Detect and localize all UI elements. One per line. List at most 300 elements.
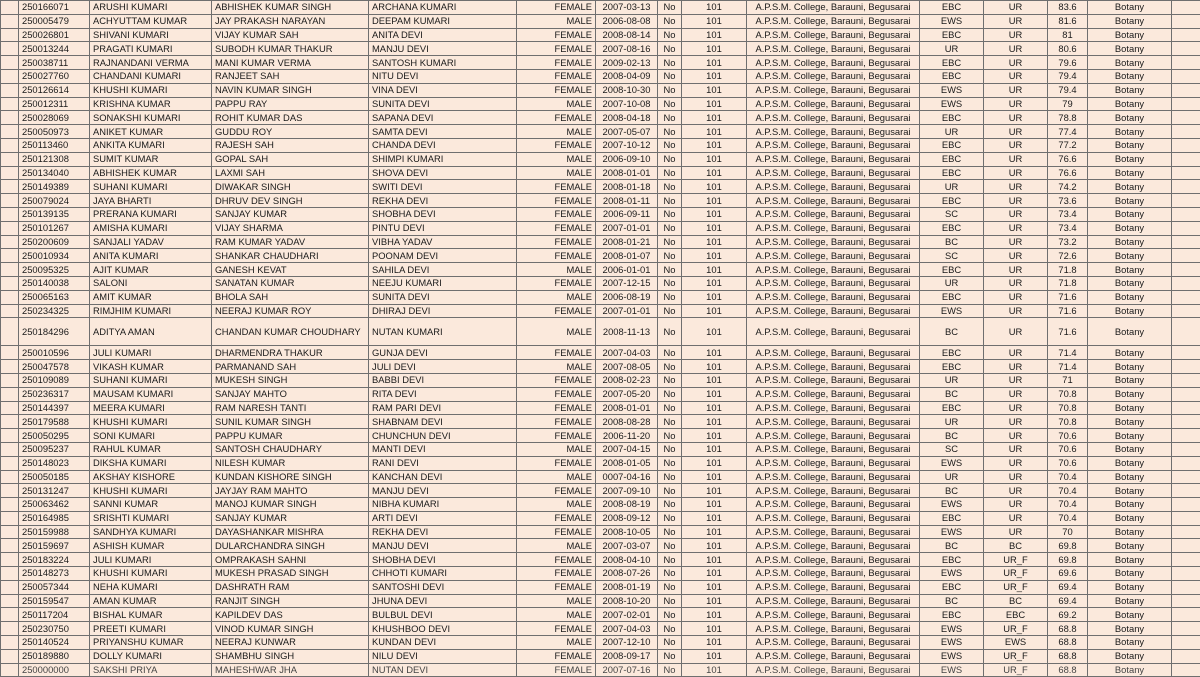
subject-cell: Botany: [1088, 221, 1172, 235]
table-row: [1, 484, 1200, 498]
allotted-category-cell: UR: [984, 304, 1048, 318]
flag-cell: No: [658, 539, 682, 553]
student-name-cell: SONI KUMARI: [90, 429, 212, 443]
student-name-cell: SUHANI KUMARI: [90, 373, 212, 387]
college-name-cell: A.P.S.M. College, Barauni, Begusarai: [747, 470, 920, 484]
subject-cell: Botany: [1088, 318, 1172, 346]
row-gutter-cell: [1, 1, 19, 15]
mother-name-cell: SHOBHA DEVI: [369, 553, 517, 567]
college-name-cell: A.P.S.M. College, Barauni, Begusarai: [747, 539, 920, 553]
gender-cell: FEMALE: [517, 207, 596, 221]
row-gutter-cell: [1, 373, 19, 387]
code-cell: 101: [682, 318, 747, 346]
row-trailing-cell: [1172, 138, 1200, 152]
student-name-cell: DIKSHA KUMARI: [90, 456, 212, 470]
gender-cell: FEMALE: [517, 28, 596, 42]
father-name-cell: JAYJAY RAM MAHTO: [212, 484, 369, 498]
marks-cell: 70.6: [1048, 442, 1088, 456]
row-gutter-cell: [1, 387, 19, 401]
roll-no-cell: 250013244: [19, 42, 90, 56]
mother-name-cell: NUTAN DEVI: [369, 663, 517, 677]
allotted-category-cell: UR_F: [984, 649, 1048, 663]
marks-cell: 69.8: [1048, 553, 1088, 567]
father-name-cell: KUNDAN KISHORE SINGH: [212, 470, 369, 484]
father-name-cell: SANTOSH CHAUDHARY: [212, 442, 369, 456]
marks-cell: 71.8: [1048, 276, 1088, 290]
allotted-category-cell: UR: [984, 111, 1048, 125]
father-name-cell: RAJESH SAH: [212, 138, 369, 152]
code-cell: 101: [682, 636, 747, 650]
row-trailing-cell: [1172, 387, 1200, 401]
caste-category-cell: EBC: [920, 346, 984, 360]
marks-cell: 76.6: [1048, 166, 1088, 180]
date-of-birth-cell: 2007-04-15: [596, 442, 658, 456]
roll-no-cell: 250047578: [19, 360, 90, 374]
row-gutter-cell: [1, 97, 19, 111]
row-gutter-cell: [1, 442, 19, 456]
marks-cell: 70.4: [1048, 470, 1088, 484]
marks-cell: 72.6: [1048, 249, 1088, 263]
roll-no-cell: 250236317: [19, 387, 90, 401]
father-name-cell: GANESH KEVAT: [212, 263, 369, 277]
table-row: [1, 580, 1200, 594]
allotted-category-cell: UR: [984, 511, 1048, 525]
college-name-cell: A.P.S.M. College, Barauni, Begusarai: [747, 401, 920, 415]
roll-no-cell: 250159988: [19, 525, 90, 539]
college-name-cell: A.P.S.M. College, Barauni, Begusarai: [747, 69, 920, 83]
table-row: [1, 235, 1200, 249]
gender-cell: FEMALE: [517, 304, 596, 318]
student-name-cell: RIMJHIM KUMARI: [90, 304, 212, 318]
father-name-cell: SHAMBHU SINGH: [212, 649, 369, 663]
college-name-cell: A.P.S.M. College, Barauni, Begusarai: [747, 553, 920, 567]
allotted-category-cell: UR: [984, 290, 1048, 304]
father-name-cell: NAVIN KUMAR SINGH: [212, 83, 369, 97]
flag-cell: No: [658, 221, 682, 235]
college-name-cell: A.P.S.M. College, Barauni, Begusarai: [747, 14, 920, 28]
gender-cell: FEMALE: [517, 511, 596, 525]
table-row: [1, 636, 1200, 650]
table-row: [1, 83, 1200, 97]
student-name-cell: ANKITA KUMARI: [90, 138, 212, 152]
father-name-cell: DAYASHANKAR MISHRA: [212, 525, 369, 539]
row-gutter-cell: [1, 525, 19, 539]
marks-cell: 69.8: [1048, 539, 1088, 553]
roll-no-cell: 250000000: [19, 663, 90, 677]
mother-name-cell: SAHILA DEVI: [369, 263, 517, 277]
college-name-cell: A.P.S.M. College, Barauni, Begusarai: [747, 373, 920, 387]
allotted-category-cell: UR: [984, 498, 1048, 512]
college-name-cell: A.P.S.M. College, Barauni, Begusarai: [747, 290, 920, 304]
student-name-cell: MEERA KUMARI: [90, 401, 212, 415]
code-cell: 101: [682, 525, 747, 539]
row-gutter-cell: [1, 304, 19, 318]
college-name-cell: A.P.S.M. College, Barauni, Begusarai: [747, 83, 920, 97]
row-gutter-cell: [1, 649, 19, 663]
table-row: [1, 69, 1200, 83]
date-of-birth-cell: 2007-01-01: [596, 304, 658, 318]
mother-name-cell: CHANDA DEVI: [369, 138, 517, 152]
marks-cell: 70.8: [1048, 401, 1088, 415]
row-gutter-cell: [1, 125, 19, 139]
flag-cell: No: [658, 14, 682, 28]
row-gutter-cell: [1, 567, 19, 581]
row-trailing-cell: [1172, 373, 1200, 387]
mother-name-cell: BABBI DEVI: [369, 373, 517, 387]
marks-cell: 79.4: [1048, 83, 1088, 97]
marks-cell: 81.6: [1048, 14, 1088, 28]
roll-no-cell: 250159547: [19, 594, 90, 608]
caste-category-cell: EBC: [920, 360, 984, 374]
marks-cell: 71.4: [1048, 360, 1088, 374]
gender-cell: FEMALE: [517, 456, 596, 470]
code-cell: 101: [682, 608, 747, 622]
student-name-cell: DOLLY KUMARI: [90, 649, 212, 663]
table-row: [1, 180, 1200, 194]
college-name-cell: A.P.S.M. College, Barauni, Begusarai: [747, 152, 920, 166]
roll-no-cell: 250095237: [19, 442, 90, 456]
gender-cell: FEMALE: [517, 276, 596, 290]
roll-no-cell: 250234325: [19, 304, 90, 318]
date-of-birth-cell: 2007-03-13: [596, 1, 658, 15]
date-of-birth-cell: 2007-10-12: [596, 138, 658, 152]
date-of-birth-cell: 2007-03-07: [596, 539, 658, 553]
subject-cell: Botany: [1088, 69, 1172, 83]
student-name-cell: ARUSHI KUMARI: [90, 1, 212, 15]
college-name-cell: A.P.S.M. College, Barauni, Begusarai: [747, 263, 920, 277]
allotted-category-cell: UR: [984, 470, 1048, 484]
college-name-cell: A.P.S.M. College, Barauni, Begusarai: [747, 235, 920, 249]
table-row: [1, 649, 1200, 663]
row-trailing-cell: [1172, 360, 1200, 374]
student-name-cell: ACHYUTTAM KUMAR: [90, 14, 212, 28]
table-row: [1, 567, 1200, 581]
subject-cell: Botany: [1088, 442, 1172, 456]
college-name-cell: A.P.S.M. College, Barauni, Begusarai: [747, 304, 920, 318]
father-name-cell: DIWAKAR SINGH: [212, 180, 369, 194]
marks-cell: 73.4: [1048, 221, 1088, 235]
student-name-cell: PRIYANSHU KUMAR: [90, 636, 212, 650]
college-name-cell: A.P.S.M. College, Barauni, Begusarai: [747, 498, 920, 512]
gender-cell: FEMALE: [517, 553, 596, 567]
caste-category-cell: EBC: [920, 401, 984, 415]
flag-cell: No: [658, 207, 682, 221]
allotted-category-cell: UR: [984, 180, 1048, 194]
row-gutter-cell: [1, 539, 19, 553]
caste-category-cell: BC: [920, 387, 984, 401]
marks-cell: 76.6: [1048, 152, 1088, 166]
gender-cell: FEMALE: [517, 622, 596, 636]
flag-cell: No: [658, 567, 682, 581]
allotted-category-cell: UR: [984, 125, 1048, 139]
marks-cell: 70.8: [1048, 415, 1088, 429]
roll-no-cell: 250113460: [19, 138, 90, 152]
date-of-birth-cell: 2007-12-15: [596, 276, 658, 290]
code-cell: 101: [682, 484, 747, 498]
roll-no-cell: 250189880: [19, 649, 90, 663]
college-name-cell: A.P.S.M. College, Barauni, Begusarai: [747, 594, 920, 608]
gender-cell: MALE: [517, 152, 596, 166]
mother-name-cell: JHUNA DEVI: [369, 594, 517, 608]
roll-no-cell: 250028069: [19, 111, 90, 125]
mother-name-cell: PINTU DEVI: [369, 221, 517, 235]
allotted-category-cell: UR: [984, 97, 1048, 111]
student-name-cell: AKSHAY KISHORE: [90, 470, 212, 484]
subject-cell: Botany: [1088, 387, 1172, 401]
caste-category-cell: EBC: [920, 608, 984, 622]
mother-name-cell: NIBHA KUMARI: [369, 498, 517, 512]
flag-cell: No: [658, 511, 682, 525]
father-name-cell: SUNIL KUMAR SINGH: [212, 415, 369, 429]
college-name-cell: A.P.S.M. College, Barauni, Begusarai: [747, 249, 920, 263]
row-gutter-cell: [1, 249, 19, 263]
flag-cell: No: [658, 580, 682, 594]
mother-name-cell: REKHA DEVI: [369, 525, 517, 539]
mother-name-cell: BULBUL DEVI: [369, 608, 517, 622]
code-cell: 101: [682, 152, 747, 166]
subject-cell: Botany: [1088, 539, 1172, 553]
college-name-cell: A.P.S.M. College, Barauni, Begusarai: [747, 97, 920, 111]
allotted-category-cell: UR_F: [984, 622, 1048, 636]
college-name-cell: A.P.S.M. College, Barauni, Begusarai: [747, 221, 920, 235]
row-trailing-cell: [1172, 180, 1200, 194]
row-gutter-cell: [1, 28, 19, 42]
caste-category-cell: EWS: [920, 525, 984, 539]
caste-category-cell: EBC: [920, 553, 984, 567]
student-name-cell: JULI KUMARI: [90, 346, 212, 360]
table-row: [1, 221, 1200, 235]
subject-cell: Botany: [1088, 360, 1172, 374]
row-gutter-cell: [1, 622, 19, 636]
date-of-birth-cell: 2007-02-01: [596, 608, 658, 622]
flag-cell: No: [658, 346, 682, 360]
mother-name-cell: SANTOSHI DEVI: [369, 580, 517, 594]
row-gutter-cell: [1, 511, 19, 525]
gender-cell: FEMALE: [517, 580, 596, 594]
father-name-cell: DULARCHANDRA SINGH: [212, 539, 369, 553]
date-of-birth-cell: 2008-04-18: [596, 111, 658, 125]
marks-cell: 74.2: [1048, 180, 1088, 194]
father-name-cell: PARMANAND SAH: [212, 360, 369, 374]
subject-cell: Botany: [1088, 14, 1172, 28]
row-gutter-cell: [1, 594, 19, 608]
row-trailing-cell: [1172, 125, 1200, 139]
code-cell: 101: [682, 539, 747, 553]
marks-cell: 70: [1048, 525, 1088, 539]
student-name-cell: KHUSHI KUMARI: [90, 567, 212, 581]
table-row: [1, 387, 1200, 401]
father-name-cell: SANJAY MAHTO: [212, 387, 369, 401]
allotted-category-cell: UR: [984, 194, 1048, 208]
mother-name-cell: VINA DEVI: [369, 83, 517, 97]
row-gutter-cell: [1, 553, 19, 567]
roll-no-cell: 250026801: [19, 28, 90, 42]
row-trailing-cell: [1172, 429, 1200, 443]
college-name-cell: A.P.S.M. College, Barauni, Begusarai: [747, 346, 920, 360]
table-row: [1, 511, 1200, 525]
student-name-cell: PREETI KUMARI: [90, 622, 212, 636]
allotted-category-cell: UR: [984, 346, 1048, 360]
row-trailing-cell: [1172, 207, 1200, 221]
code-cell: 101: [682, 111, 747, 125]
allotted-category-cell: UR: [984, 373, 1048, 387]
roll-no-cell: 250200609: [19, 235, 90, 249]
caste-category-cell: UR: [920, 276, 984, 290]
subject-cell: Botany: [1088, 456, 1172, 470]
subject-cell: Botany: [1088, 180, 1172, 194]
allotted-category-cell: UR: [984, 42, 1048, 56]
student-name-cell: SUMIT KUMAR: [90, 152, 212, 166]
flag-cell: No: [658, 42, 682, 56]
row-trailing-cell: [1172, 14, 1200, 28]
caste-category-cell: BC: [920, 539, 984, 553]
mother-name-cell: VIBHA YADAV: [369, 235, 517, 249]
marks-cell: 70.8: [1048, 387, 1088, 401]
caste-category-cell: EBC: [920, 166, 984, 180]
row-trailing-cell: [1172, 221, 1200, 235]
code-cell: 101: [682, 249, 747, 263]
gender-cell: FEMALE: [517, 249, 596, 263]
flag-cell: No: [658, 166, 682, 180]
student-name-cell: SUHANI KUMARI: [90, 180, 212, 194]
row-gutter-cell: [1, 194, 19, 208]
row-gutter-cell: [1, 415, 19, 429]
gender-cell: FEMALE: [517, 111, 596, 125]
father-name-cell: MUKESH SINGH: [212, 373, 369, 387]
table-row: [1, 429, 1200, 443]
gender-cell: MALE: [517, 594, 596, 608]
allotted-category-cell: UR: [984, 83, 1048, 97]
table-row: [1, 97, 1200, 111]
code-cell: 101: [682, 387, 747, 401]
student-name-cell: JULI KUMARI: [90, 553, 212, 567]
flag-cell: No: [658, 304, 682, 318]
code-cell: 101: [682, 14, 747, 28]
row-trailing-cell: [1172, 553, 1200, 567]
college-name-cell: A.P.S.M. College, Barauni, Begusarai: [747, 42, 920, 56]
subject-cell: Botany: [1088, 525, 1172, 539]
subject-cell: Botany: [1088, 649, 1172, 663]
row-trailing-cell: [1172, 498, 1200, 512]
caste-category-cell: EBC: [920, 28, 984, 42]
code-cell: 101: [682, 263, 747, 277]
college-name-cell: A.P.S.M. College, Barauni, Begusarai: [747, 207, 920, 221]
row-gutter-cell: [1, 636, 19, 650]
row-gutter-cell: [1, 580, 19, 594]
gender-cell: MALE: [517, 97, 596, 111]
flag-cell: No: [658, 180, 682, 194]
flag-cell: No: [658, 649, 682, 663]
allotted-category-cell: BC: [984, 594, 1048, 608]
roll-no-cell: 250140524: [19, 636, 90, 650]
table-row: [1, 263, 1200, 277]
student-name-cell: SAKSHI PRIYA: [90, 663, 212, 677]
code-cell: 101: [682, 166, 747, 180]
row-gutter-cell: [1, 138, 19, 152]
marks-cell: 83.6: [1048, 1, 1088, 15]
gender-cell: FEMALE: [517, 373, 596, 387]
mother-name-cell: DHIRAJ DEVI: [369, 304, 517, 318]
roll-no-cell: 250149389: [19, 180, 90, 194]
father-name-cell: DHRUV DEV SINGH: [212, 194, 369, 208]
father-name-cell: OMPRAKASH SAHNI: [212, 553, 369, 567]
roll-no-cell: 250010934: [19, 249, 90, 263]
allotted-category-cell: UR: [984, 429, 1048, 443]
mother-name-cell: SAPANA DEVI: [369, 111, 517, 125]
college-name-cell: A.P.S.M. College, Barauni, Begusarai: [747, 567, 920, 581]
code-cell: 101: [682, 373, 747, 387]
gender-cell: FEMALE: [517, 235, 596, 249]
father-name-cell: NEERAJ KUMAR ROY: [212, 304, 369, 318]
date-of-birth-cell: 2008-01-07: [596, 249, 658, 263]
roll-no-cell: 250230750: [19, 622, 90, 636]
subject-cell: Botany: [1088, 97, 1172, 111]
allotted-category-cell: EBC: [984, 608, 1048, 622]
student-name-cell: ANITA KUMARI: [90, 249, 212, 263]
mother-name-cell: MANJU DEVI: [369, 484, 517, 498]
college-name-cell: A.P.S.M. College, Barauni, Begusarai: [747, 429, 920, 443]
flag-cell: No: [658, 318, 682, 346]
gender-cell: MALE: [517, 636, 596, 650]
subject-cell: Botany: [1088, 346, 1172, 360]
marks-cell: 71.6: [1048, 290, 1088, 304]
roll-no-cell: 250144397: [19, 401, 90, 415]
caste-category-cell: EWS: [920, 14, 984, 28]
table-row: [1, 249, 1200, 263]
flag-cell: No: [658, 83, 682, 97]
table-row: [1, 373, 1200, 387]
row-gutter-cell: [1, 14, 19, 28]
flag-cell: No: [658, 373, 682, 387]
table-row: [1, 166, 1200, 180]
gender-cell: FEMALE: [517, 415, 596, 429]
roll-no-cell: 250109089: [19, 373, 90, 387]
gender-cell: FEMALE: [517, 567, 596, 581]
code-cell: 101: [682, 511, 747, 525]
subject-cell: Botany: [1088, 207, 1172, 221]
table-row: [1, 415, 1200, 429]
row-trailing-cell: [1172, 69, 1200, 83]
caste-category-cell: UR: [920, 470, 984, 484]
caste-category-cell: EWS: [920, 649, 984, 663]
student-name-cell: ASHISH KUMAR: [90, 539, 212, 553]
father-name-cell: SANJAY KUMAR: [212, 207, 369, 221]
gender-cell: MALE: [517, 14, 596, 28]
table-row: [1, 470, 1200, 484]
marks-cell: 69.4: [1048, 580, 1088, 594]
marks-cell: 68.8: [1048, 663, 1088, 677]
subject-cell: Botany: [1088, 511, 1172, 525]
row-trailing-cell: [1172, 580, 1200, 594]
allotted-category-cell: UR: [984, 318, 1048, 346]
student-name-cell: AMISHA KUMARI: [90, 221, 212, 235]
father-name-cell: GUDDU ROY: [212, 125, 369, 139]
mother-name-cell: SHABNAM DEVI: [369, 415, 517, 429]
student-name-cell: KHUSHI KUMARI: [90, 415, 212, 429]
marks-cell: 77.4: [1048, 125, 1088, 139]
college-name-cell: A.P.S.M. College, Barauni, Begusarai: [747, 56, 920, 70]
roll-no-cell: 250050295: [19, 429, 90, 443]
mother-name-cell: DEEPAM KUMARI: [369, 14, 517, 28]
college-name-cell: A.P.S.M. College, Barauni, Begusarai: [747, 1, 920, 15]
flag-cell: No: [658, 263, 682, 277]
marks-cell: 78.8: [1048, 111, 1088, 125]
college-name-cell: A.P.S.M. College, Barauni, Begusarai: [747, 138, 920, 152]
date-of-birth-cell: 2008-09-17: [596, 649, 658, 663]
gender-cell: FEMALE: [517, 663, 596, 677]
marks-cell: 71.6: [1048, 304, 1088, 318]
flag-cell: No: [658, 97, 682, 111]
